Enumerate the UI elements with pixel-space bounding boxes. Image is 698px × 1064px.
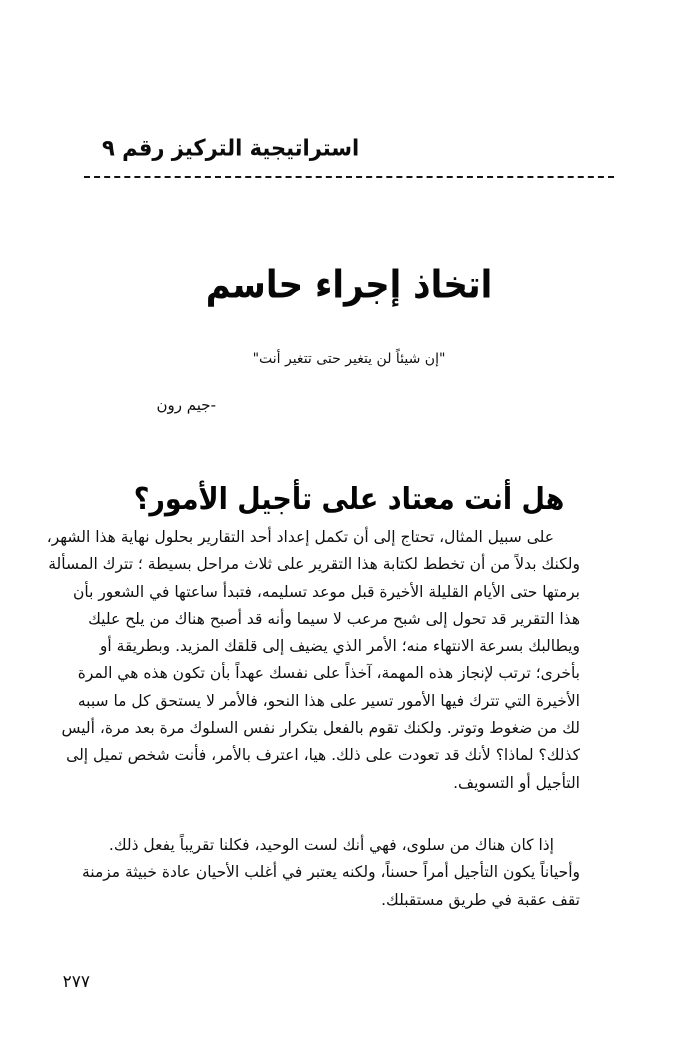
body-line: ولكنك بدلاً من أن تخطط لكتابة هذا التقرير على ثلاث مراحل بسيطة ؛ تترك المسألة	[48, 555, 580, 574]
running-head	[92, 134, 606, 160]
body-line: ويطالبك بسرعة الانتهاء منه؛ الأمر الذي يضيف إلى قلقك المزيد. وبطريقة أو	[99, 637, 580, 656]
body-line: إذا كان هناك من سلوى، فهي أنك لست الوحيد، فكلنا تقريباً يفعل ذلك.	[108, 836, 554, 854]
body-line: التأجيل أو التسويف.	[453, 773, 580, 792]
body-line: هذا التقرير قد تحول إلى شبح مرعب لا سيما وأنه قد أصبح هناك من يلح عليك	[88, 609, 580, 628]
body-line: الأخيرة التي تترك فيها الأمور تسير على هذا النحو، فالأمر لا يستحق كل ما سببه	[77, 691, 580, 710]
epigraph-quote: "إن شيئاً لن يتغير حتى تتغير أنت"	[252, 351, 446, 367]
body-paragraph-2	[81, 832, 580, 914]
body-line: كذلك؟ لماذا؟ لأنك قد تعودت على ذلك. هيا، اعترف بالأمر، فأنت شخص تميل إلى	[66, 746, 580, 765]
body-line: على سبيل المثال، تحتاج إلى أن تكمل إعداد أحد التقارير بحلول نهاية هذا الشهر،	[46, 528, 554, 546]
header-divider-rule	[84, 176, 614, 178]
chapter-title: اتخاذ إجراء حاسم	[205, 262, 493, 308]
running-head-text: استراتيجية التركيز رقم ٩	[102, 135, 360, 161]
body-line: برمتها حتى الأيام القليلة الأخيرة قبل موعد تسليمه، فتبدأ ساعتها في الشعور بأن	[72, 582, 580, 601]
body-paragraph-1	[46, 524, 580, 797]
body-line: وأحياناً يكون التأجيل أمراً حسناً، ولكنه يعتبر في أغلب الأحيان عادة خبيثة مزمنة	[81, 863, 580, 882]
epigraph-attribution: -جيم رون	[156, 396, 216, 414]
section-heading: هل أنت معتاد على تأجيل الأمور؟	[133, 482, 565, 518]
body-line: بأخرى؛ ترتب لإنجاز هذه المهمة، آخذاً على نفسك عهداً بأن تكون هذه هي المرة	[77, 664, 580, 683]
body-line: لك من ضغوط وتوتر. ولكنك تقوم بالفعل بتكرار نفس السلوك مرة بعد مرة، أليس	[61, 719, 580, 738]
page-number: ٢٧٧	[62, 972, 90, 992]
body-line: تقف عقبة في طريق مستقبلك.	[381, 890, 580, 909]
